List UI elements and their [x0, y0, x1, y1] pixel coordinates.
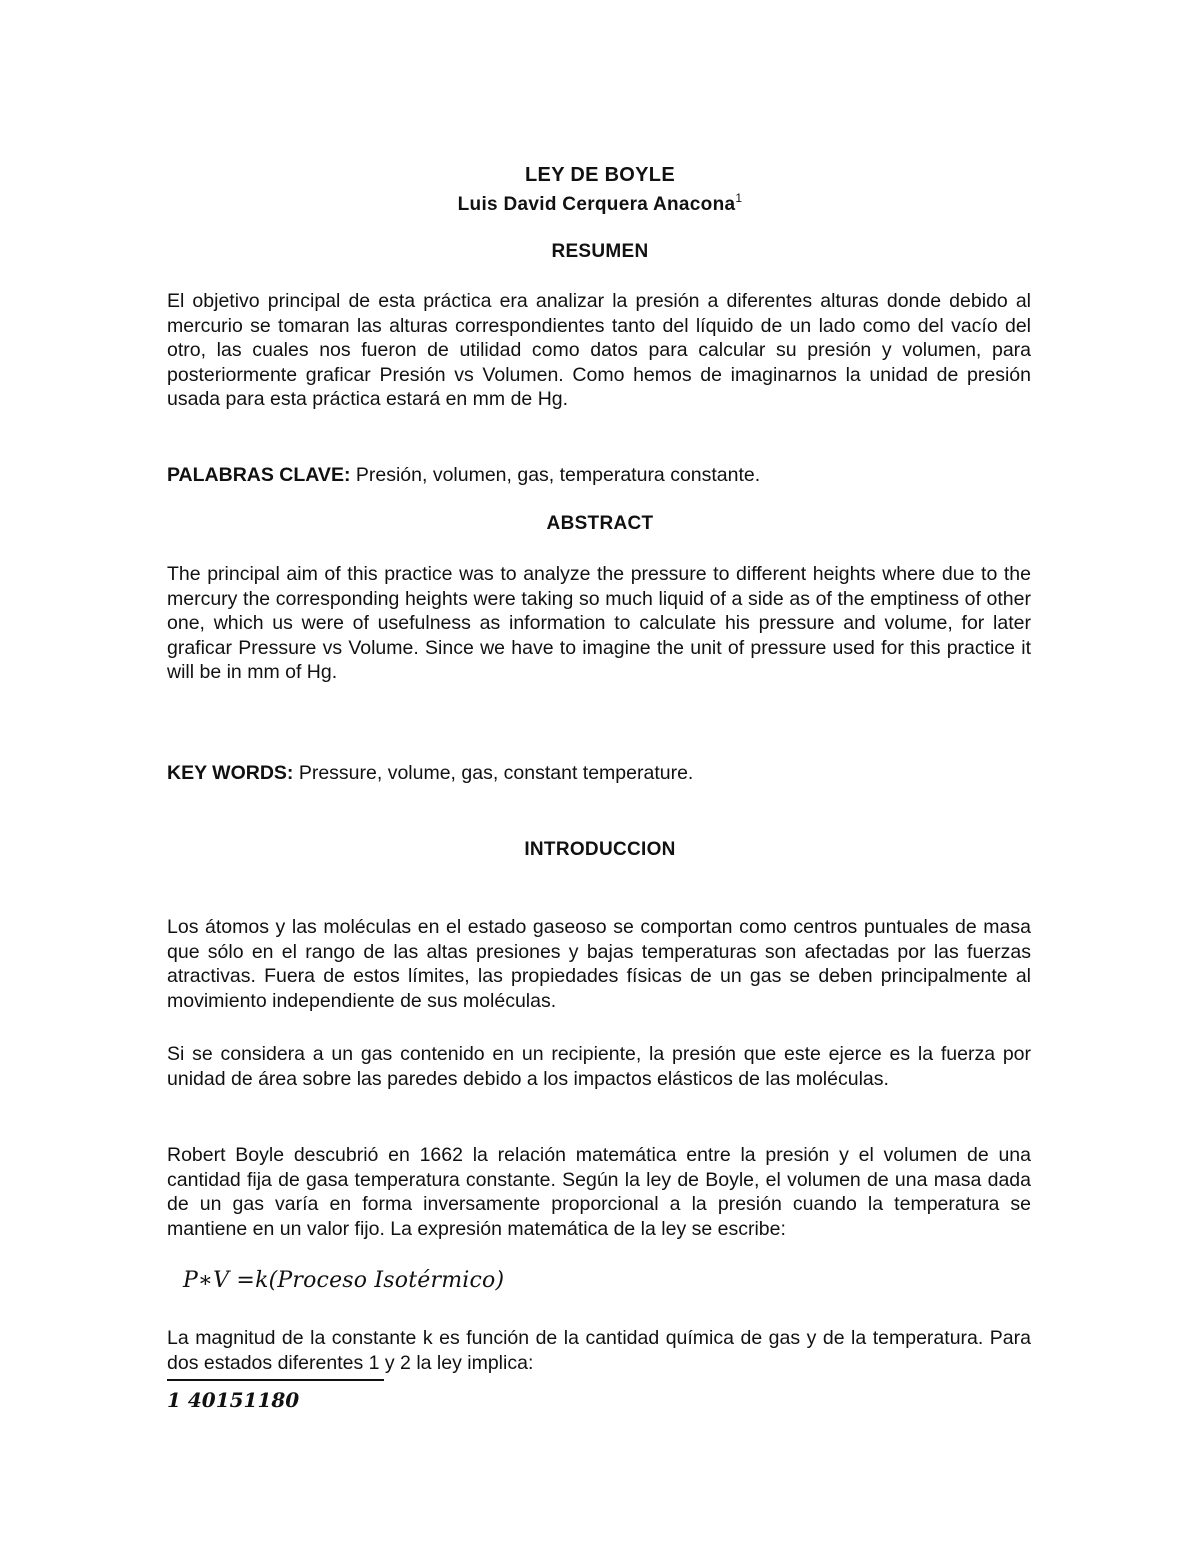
- intro-paragraph-4: La magnitud de la constante k es función de la cantidad química de gas y de la temperatura. Para dos estados diferentes 1 y 2 la ley implica:: [167, 1327, 1031, 1374]
- intro-paragraph-2: Si se considera a un gas contenido en un recipiente, la presión que este ejerce es la fuerza por unidad de área sobre las paredes debido a los impactos elásticos de las moléculas.: [167, 1043, 1031, 1090]
- intro-paragraph-1: Los átomos y las moléculas en el estado gaseoso se comportan como centros puntuales de masa que sólo en el rango de las altas presiones y bajas temperaturas son afectadas por las fuerzas atractivas. Fuera de estos límites, las propiedades físicas de un gas se deben principalmente al movimiento independiente de sus moléculas.: [167, 916, 1031, 1012]
- author-line: [0, 191, 1200, 216]
- abstract-paragraph: The principal aim of this practice was to analyze the pressure to different heights where due to the mercury the corresponding heights were taking so much liquid of a side as of the emptiness of other one, which us were of usefulness as information to calculate his pressure and volume, for later graficar Pressure vs Volume. Since we have to imagine the unit of pressure used for this practice it will be in mm of Hg.: [167, 563, 1031, 684]
- introduccion-heading: INTRODUCCION: [524, 839, 676, 860]
- footnote-text: 1 40151180: [167, 1388, 300, 1412]
- intro-paragraph-3: Robert Boyle descubrió en 1662 la relación matemática entre la presión y el volumen de una cantidad fija de gasa temperatura constante. Según la ley de Boyle, el volumen de una masa dada de un gas varía en forma inversamente proporcional a la presión cuando la temperatura se mantiene en un valor fijo. La expresión matemática de la ley se escribe:: [167, 1144, 1031, 1240]
- palabras-clave-text: Presión, volumen, gas, temperatura constante.: [350, 464, 761, 486]
- footnote-mark: 1: [735, 191, 743, 205]
- abstract-heading: ABSTRACT: [546, 513, 654, 534]
- resumen-paragraph: El objetivo principal de esta práctica era analizar la presión a diferentes alturas donde debido al mercurio se tomaran las alturas correspondientes tanto del líquido de un lado como del vacío del otro, las cuales nos fueron de utilidad como datos para calcular su presión y volumen, para posteriormente graficar Presión vs Volumen. Como hemos de imaginarnos la unidad de presión usada para esta práctica estará en mm de Hg.: [167, 290, 1031, 411]
- resumen-heading: RESUMEN: [551, 241, 649, 262]
- document-title: LEY DE BOYLE: [525, 164, 675, 186]
- key-words-label: KEY WORDS:: [167, 762, 294, 784]
- boyle-formula: P∗V =k(Proceso Isotérmico): [183, 1268, 505, 1293]
- footnote-separator: [167, 1379, 384, 1381]
- key-words: [167, 761, 1031, 786]
- palabras-clave-label: PALABRAS CLAVE:: [167, 464, 351, 486]
- author-name: Luis David Cerquera Anacona: [457, 194, 736, 215]
- key-words-text: Pressure, volume, gas, constant temperature.: [293, 762, 694, 784]
- palabras-clave: [167, 463, 1031, 488]
